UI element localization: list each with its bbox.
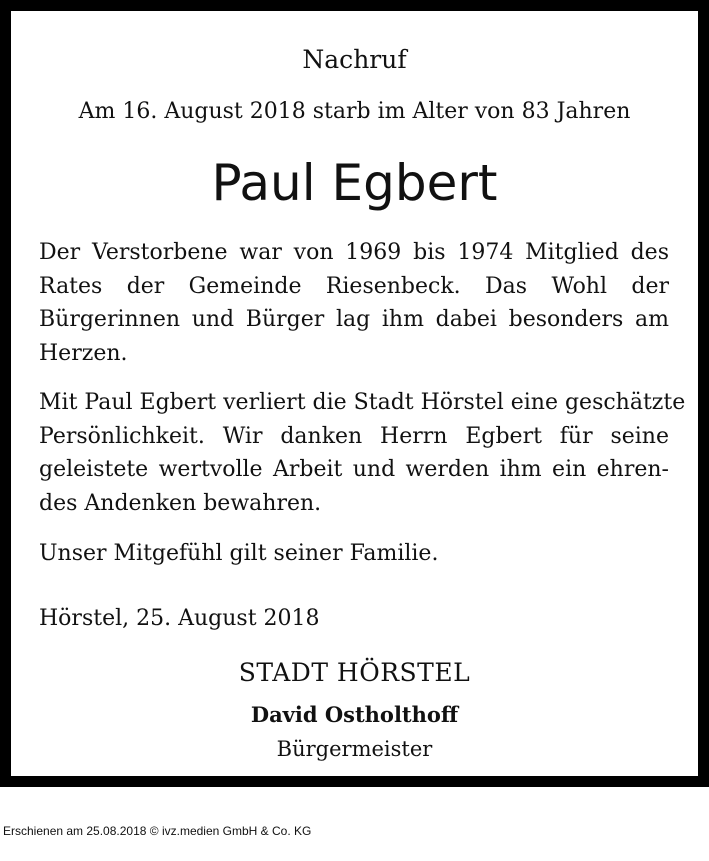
text-line: Unser Mitgefühl gilt seiner Familie. (39, 541, 439, 566)
text-line: Mit Paul Egbert verliert die Stadt Hörstel eine geschätzte (39, 390, 686, 415)
text-line: des Andenken bewahren. (39, 490, 322, 516)
notice-subheading: Am 16. August 2018 starb im Alter von 83 Jahren (78, 99, 631, 124)
text-line: Rates der Gemeinde Riesenbeck. Das Wohl der (39, 273, 669, 299)
notice-heading: Nachruf (302, 45, 407, 74)
organization-name: STADT HÖRSTEL (238, 658, 471, 687)
signer-name: David Ostholthoff (250, 702, 459, 727)
text-line: Der Verstorbene war von 1969 bis 1974 Mitglied des (39, 240, 669, 265)
place-date-line: Hörstel, 25. August 2018 (39, 606, 320, 631)
signer-role: Bürgermeister (276, 737, 433, 761)
text-line: Herzen. (39, 340, 128, 366)
publication-footer: Erschienen am 25.08.2018 © ivz.medien GmbH & Co. KG (3, 824, 312, 838)
paragraph-service (39, 236, 669, 370)
text-line: Bürgerinnen und Bürger lag ihm dabei besonders am (39, 307, 669, 332)
paragraph-condolence (39, 537, 669, 571)
paragraph-tribute (39, 386, 686, 520)
text-line: geleistete wertvolle Arbeit und werden ihm ein ehren- (39, 457, 669, 482)
deceased-name: Paul Egbert (211, 154, 498, 212)
text-line: Persönlichkeit. Wir danken Herrn Egbert für seine (39, 423, 669, 449)
